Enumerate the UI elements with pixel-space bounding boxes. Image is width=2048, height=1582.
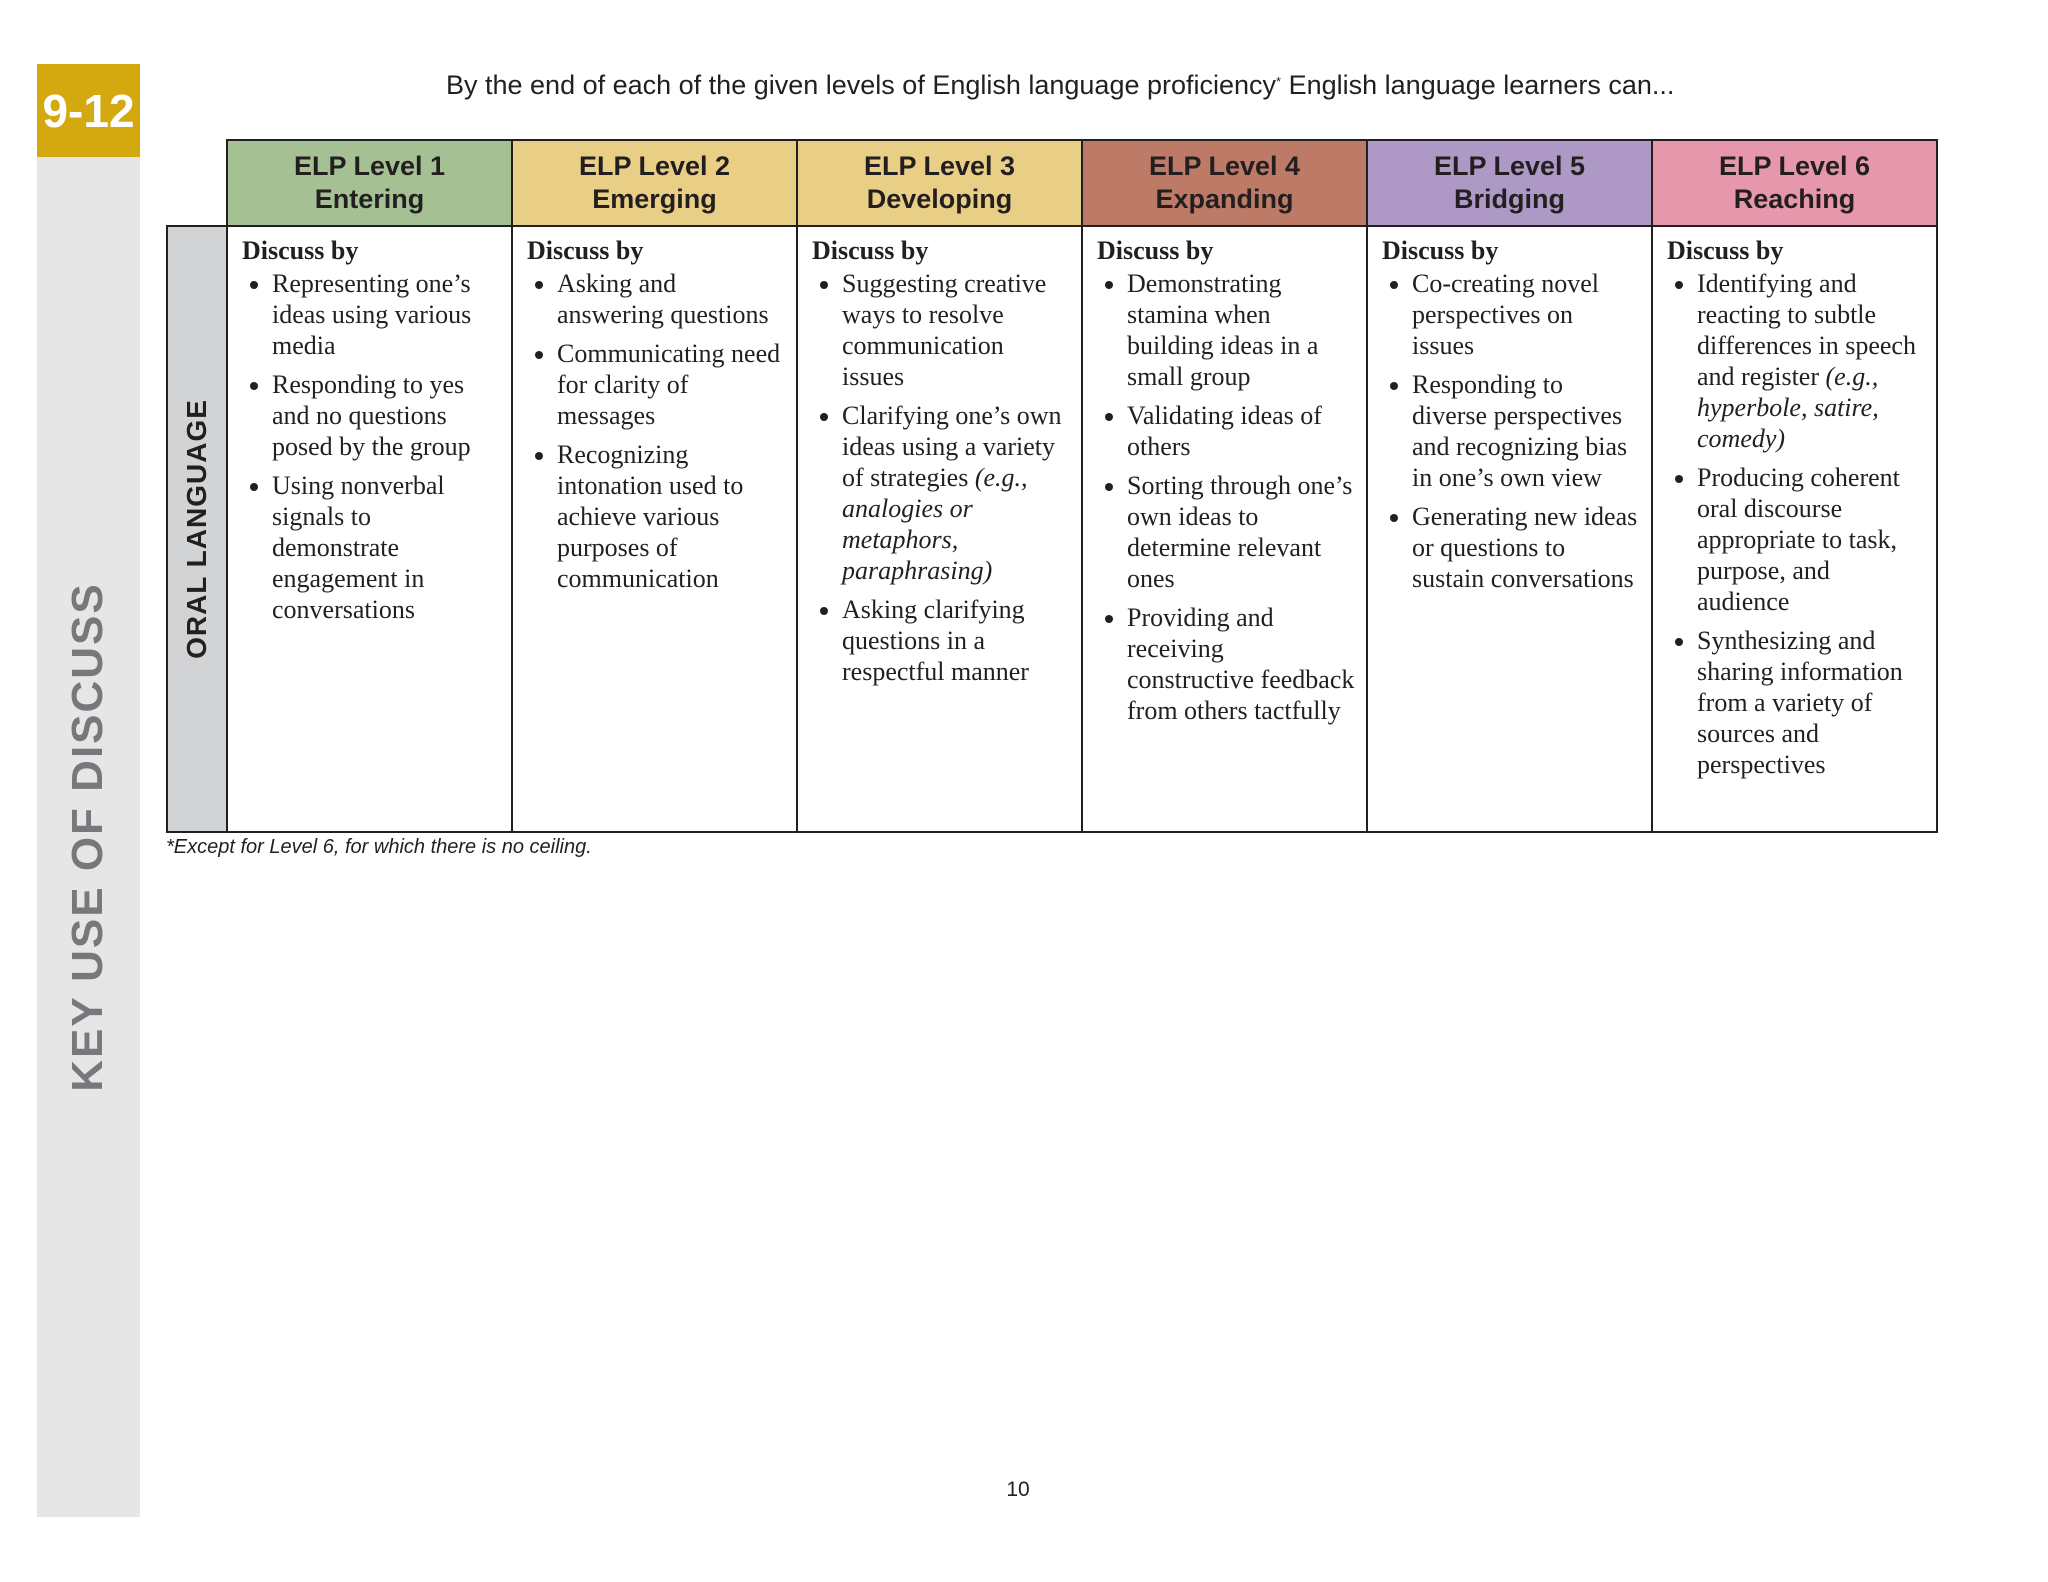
list-item: • Providing and receiving constructive feedback from others tactfully bbox=[1127, 602, 1356, 726]
list-item bbox=[1697, 268, 1926, 454]
grade-band-badge: 9-12 bbox=[37, 64, 140, 157]
level-6-name: ELP Level 6 bbox=[1718, 151, 1871, 181]
level-4-header bbox=[1082, 140, 1367, 226]
intro-text-before: By the end of each of the given levels of English language proficiency bbox=[446, 70, 1277, 100]
level-4-cell bbox=[1082, 226, 1367, 832]
list-item: • Co-creating novel perspectives on issues bbox=[1412, 268, 1641, 361]
level-4-name: ELP Level 4 bbox=[1148, 151, 1301, 181]
list-item-text: Identifying and reacting to subtle differences in speech and register bbox=[1697, 269, 1916, 391]
list-item: • Sorting through one’s own ideas to determine relevant ones bbox=[1127, 470, 1356, 594]
level-5-stage: Bridging bbox=[1454, 184, 1565, 214]
level-6-list bbox=[1667, 268, 1926, 780]
level-3-heading: Discuss by bbox=[812, 236, 929, 265]
level-2-header bbox=[512, 140, 797, 226]
list-item: • Generating new ideas or questions to sustain conversations bbox=[1412, 501, 1641, 594]
list-item: • Asking clarifying questions in a respectful manner bbox=[842, 594, 1071, 687]
side-title: KEY USE OF DISCUSS bbox=[63, 582, 112, 1092]
level-1-list bbox=[242, 268, 501, 625]
level-1-cell bbox=[227, 226, 512, 832]
level-6-header bbox=[1652, 140, 1937, 226]
level-5-cell bbox=[1367, 226, 1652, 832]
list-item: • Asking and answering questions bbox=[557, 268, 786, 330]
level-5-name: ELP Level 5 bbox=[1433, 151, 1586, 181]
intro-sentence bbox=[446, 70, 1674, 101]
level-5-header bbox=[1367, 140, 1652, 226]
level-3-stage: Developing bbox=[866, 184, 1013, 214]
level-1-name: ELP Level 1 bbox=[293, 151, 446, 181]
intro-text-after: English language learners can... bbox=[1281, 70, 1675, 100]
list-item: • Producing coherent oral discourse appropriate to task, purpose, and audience bbox=[1697, 462, 1926, 617]
level-2-heading: Discuss by bbox=[527, 236, 644, 265]
row-label: ORAL LANGUAGE bbox=[181, 399, 212, 659]
list-item: • Using nonverbal signals to demonstrate engagement in conversations bbox=[272, 470, 501, 625]
oral-language-row bbox=[167, 226, 1937, 832]
list-item: • Representing one’s ideas using various media bbox=[272, 268, 501, 361]
level-5-heading: Discuss by bbox=[1382, 236, 1499, 265]
level-1-header bbox=[227, 140, 512, 226]
level-3-name: ELP Level 3 bbox=[863, 151, 1016, 181]
list-item-example: (e.g., analogies or metaphors, paraphrasing) bbox=[842, 463, 1028, 585]
level-5-list bbox=[1382, 268, 1641, 594]
list-item: • Suggesting creative ways to resolve communication issues bbox=[842, 268, 1071, 392]
level-2-name: ELP Level 2 bbox=[578, 151, 731, 181]
elp-level-table bbox=[166, 139, 1938, 833]
list-item bbox=[842, 400, 1071, 586]
level-4-heading: Discuss by bbox=[1097, 236, 1214, 265]
table-corner bbox=[167, 140, 227, 226]
level-4-stage: Expanding bbox=[1155, 184, 1294, 214]
level-2-list bbox=[527, 268, 786, 594]
page-number: 10 bbox=[1006, 1478, 1030, 1501]
list-item: • Demonstrating stamina when building ideas in a small group bbox=[1127, 268, 1356, 392]
level-2-stage: Emerging bbox=[592, 184, 717, 214]
level-header-row bbox=[167, 140, 1937, 226]
level-6-cell bbox=[1652, 226, 1937, 832]
list-item: • Validating ideas of others bbox=[1127, 400, 1356, 462]
list-item-example: (e.g., hyperbole, satire, comedy) bbox=[1697, 362, 1879, 453]
footnote: *Except for Level 6, for which there is no ceiling. bbox=[166, 836, 592, 858]
level-4-list bbox=[1097, 268, 1356, 726]
list-item: • Communicating need for clarity of messages bbox=[557, 338, 786, 431]
level-6-stage: Reaching bbox=[1733, 184, 1856, 214]
list-item: • Responding to diverse perspectives and recognizing bias in one’s own view bbox=[1412, 369, 1641, 493]
level-1-stage: Entering bbox=[314, 184, 425, 214]
level-1-heading: Discuss by bbox=[242, 236, 359, 265]
list-item: • Responding to yes and no questions posed by the group bbox=[272, 369, 501, 462]
intro-footnote-marker: * bbox=[1276, 74, 1282, 89]
level-3-header bbox=[797, 140, 1082, 226]
list-item: • Synthesizing and sharing information from a variety of sources and perspectives bbox=[1697, 625, 1926, 780]
level-3-cell bbox=[797, 226, 1082, 832]
level-2-cell bbox=[512, 226, 797, 832]
row-label-cell bbox=[167, 226, 227, 832]
list-item-text: Clarifying one’s own ideas using a variety of strategies bbox=[842, 401, 1062, 492]
level-6-heading: Discuss by bbox=[1667, 236, 1784, 265]
list-item: • Recognizing intonation used to achieve various purposes of communication bbox=[557, 439, 786, 594]
level-3-list bbox=[812, 268, 1071, 687]
